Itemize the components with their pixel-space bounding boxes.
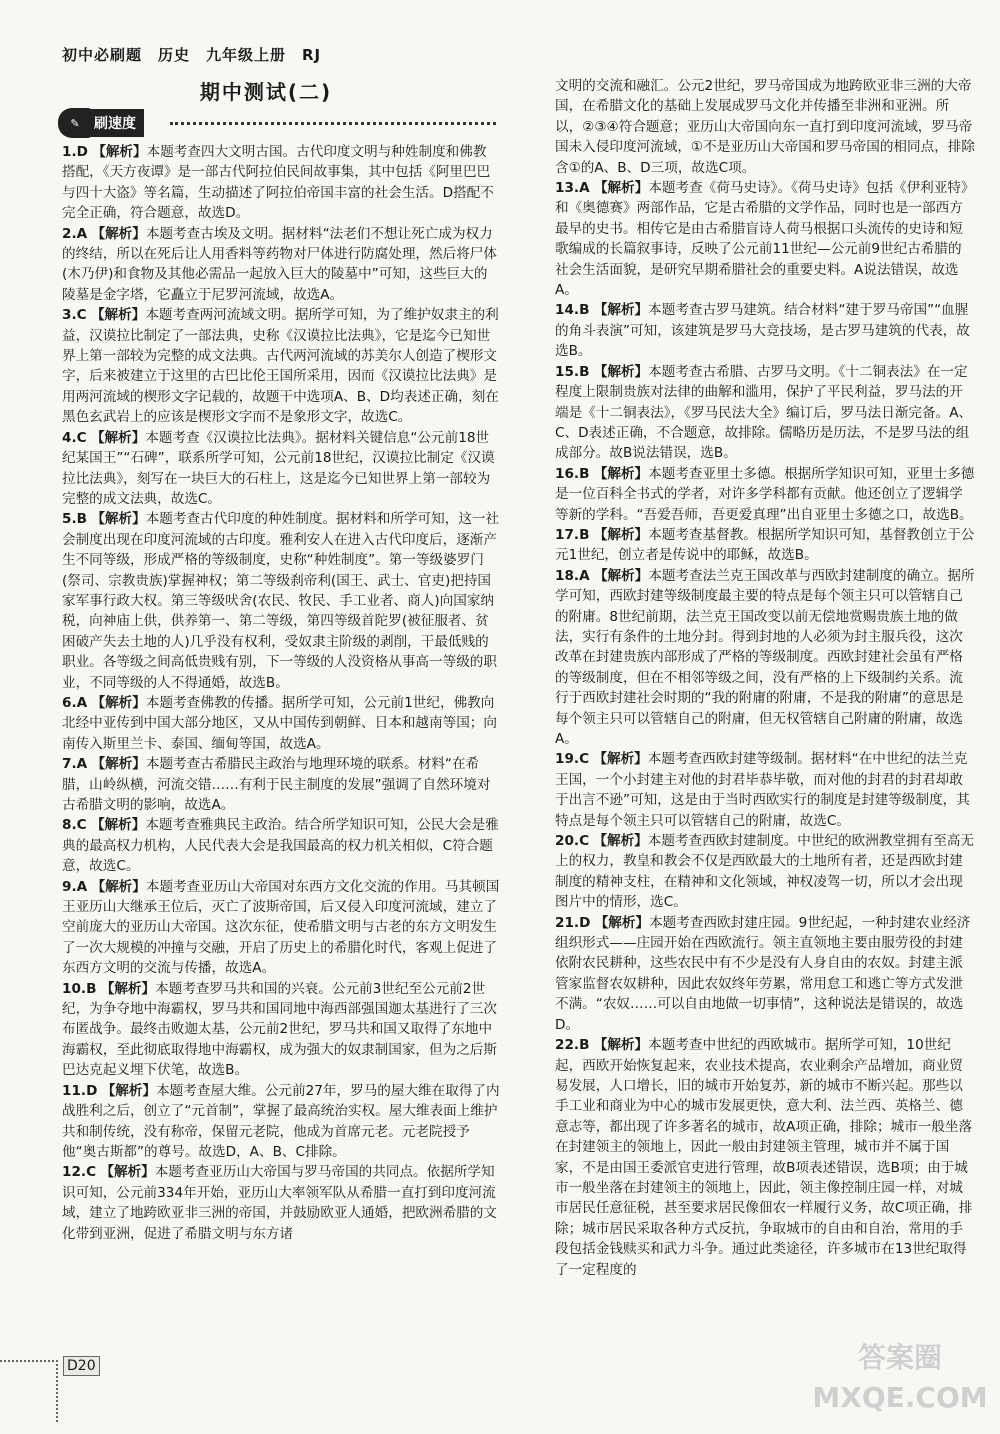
answer-item-3: 3.C 【解析】本题考查两河流域文明。据所学可知，为了维护奴隶主的利益，汉谟拉比制定了一部法典，史称《汉谟拉比法典》，它是迄今已知世界上第一部较为完整的成文法典。古代两河流域的苏美尔人创造了楔形文字，后来被建立于这里的古巴比伦王国所采用，因而《汉谟拉比法典》是用两河流域的楔形文字记载的，故题干中选项A、B、D均表述正确，刻在黑色玄武岩上的应该是楔形文字而不是象形文字，故选C。: [62, 307, 499, 426]
answer-item-19: 19.C 【解析】本题考查西欧封建等级制。据材料“在中世纪的法兰克王国，一个小封建主对他的封君毕恭毕敬，而对他的封君的封君却敢于出言不逊”可知，这是由于当时西欧实行的制度是封建等级制度，其特点是每个领主只可以管辖自己的附庸，故选C。: [555, 751, 970, 829]
answer-item-14: 14.B 【解析】本题考查古罗马建筑。结合材料“建于罗马帝国”“血腥的角斗表演”可知，该建筑是罗马大竞技场，是古罗马建筑的代表，故选B。: [555, 302, 970, 360]
section-badge: [58, 108, 144, 138]
page-title: 期中测试(二): [199, 80, 333, 104]
answer-item-5: 5.B 【解析】本题考查古代印度的种姓制度。据材料和所学可知，这一社会制度出现在印度河流域的古印度。雅利安人在进入古代印度后，逐渐产生不同等级，形成严格的等级制度，史称“种姓制度”。第一等级婆罗门(祭司、宗教贵族)掌握神权；第二等级刹帝利(国王、武士、官吏)把持国家军事行政大权。第三等级吠舍(农民、牧民、手工业者、商人)向国家纳税，向神庙上供，供养第一、第二等级，第四等级首陀罗(被征服者、贫困破产失去土地的人)几乎没有权利，受奴隶主阶级的剥削，干最低贱的职业。各等级之间高低贵贱有别，下一等级的人没资格从事高一等级的职业，不同等级的人不得通婚，故选B。: [62, 511, 500, 691]
answer-item-4: 4.C 【解析】本题考查《汉谟拉比法典》。据材料关键信息“公元前18世纪某国王”“石碑”，联系所学可知，公元前18世纪，汉谟拉比制定《汉谟拉比法典》，刻写在一块巨大的石柱上，这是迄今已知世界上第一部较为完整的成文法典，故选C。: [62, 429, 495, 507]
pencil-icon: ✎: [58, 108, 92, 138]
right-column: [555, 76, 975, 1280]
answer-item-20: 20.C 【解析】本题考查西欧封建制度。中世纪的欧洲教堂拥有至高无上的权力，教皇和教会不仅是西欧最大的土地所有者，还是西欧封建制度的精神支柱，在精神和文化领域，神权凌驾一切，所以才会出现图片中的情形，选C。: [555, 833, 975, 911]
answer-item-1: 1.D 【解析】本题考查四大文明古国。古代印度文明与种姓制度和佛教搭配，《天方夜谭》是一部古代阿拉伯民间故事集，其中包括《阿里巴巴与四十大盗》等名篇，生动描述了阿拉伯帝国丰富的社会生活。D搭配不完全正确，符合题意，故选D。: [62, 144, 494, 222]
answer-item-17: 17.B 【解析】本题考查基督教。根据所学知识可知，基督教创立于公元1世纪，创立者是传说中的耶稣，故选B。: [555, 526, 975, 564]
watermark-logo: 答案圈 MXQE.COM: [812, 1341, 988, 1414]
answer-item-13: 13.A 【解析】本题考查《荷马史诗》。《荷马史诗》包括《伊利亚特》和《奥德赛》两部作品，它是古希腊的文学作品，同时也是一部西方最早的史书。相传它是由古希腊盲诗人荷马根据口头流传的史诗和短歌编成的长篇叙事诗，反映了公元前11世纪—公元前9世纪古希腊的社会生活面貌，是研究早期希腊社会的重要史料。A说法错误，故选A。: [555, 180, 975, 299]
running-header: 初中必刷题 历史 九年级上册 RJ: [62, 46, 322, 64]
answer-item-12: 12.C 【解析】本题考查亚历山大帝国与罗马帝国的共同点。依据所学知识可知，公元前334年开始，亚历山大率领军队从希腊一直打到印度河流域，建立了地跨欧亚非三洲的帝国，并鼓励欧亚人通婚，把欧洲希腊的文化带到亚洲，促进了希腊文明与东方诸: [62, 1164, 497, 1242]
answer-item-8: 8.C 【解析】本题考查雅典民主政治。结合所学知识可知，公民大会是雅典的最高权力机构，人民代表大会是我国最高的权力机关相似，C符合题意，故选C。: [62, 817, 499, 875]
answer-item-2: 2.A 【解析】本题考查古埃及文明。据材料“法老们不想让死亡成为权力的终结，所以在死后让人用香料等药物对尸体进行防腐处理，然后将尸体(木乃伊)和食物及其他必需品一起放入巨大的陵墓中”可知，这些巨大的陵墓是金字塔，它矗立于尼罗河流域，故选A。: [62, 225, 497, 303]
section-badge-label: 刷速度: [88, 109, 144, 137]
answer-item-12-continued: 文明的交流和融汇。公元2世纪，罗马帝国成为地跨欧亚非三洲的大帝国，在希腊文化的基础上发展成罗马文化并传播至非洲和亚洲。所以，②③④符合题意；亚历山大帝国向东一直打到印度河流域，罗马帝国未入侵印度河流域，①不是亚历山大帝国和罗马帝国的相同点，排除含①的A、B、D三项，故选C项。: [555, 78, 975, 176]
answer-item-18: 18.A 【解析】本题考查法兰克王国改革与西欧封建制度的确立。据所学可知，西欧封建等级制度最主要的特点是每个领主只可以管辖自己的附庸。8世纪前期，法兰克王国改变以前无偿地赏赐贵族土地的做法，实行有条件的土地分封。得到封地的人必须为封主服兵役，这次改革在封建贵族内部形成了严格的等级制度。西欧封建社会虽有严格的等级制度，但在不相邻等级之间，没有严格的上下级制约关系。流行于西欧封建社会时期的“我的附庸的附庸，不是我的附庸”的意思是每个领主只可以管辖自己的附庸，但无权管辖自己附庸的附庸，故选A。: [555, 567, 975, 747]
left-column: [62, 142, 500, 1244]
answer-item-16: 16.B 【解析】本题考查亚里士多德。根据所学知识可知，亚里士多德是一位百科全书式的学者，对许多学科都有贡献。他还创立了逻辑学等新的学科。“吾爱吾师，吾更爱真理”出自亚里士多德之口，故选B。: [555, 465, 975, 523]
corner-dotted-frame: [0, 1360, 58, 1422]
answer-item-7: 7.A 【解析】本题考查古希腊民主政治与地理环境的联系。材料“在希腊，山岭纵横，河流交错……有利于民主制度的发展”强调了自然环境对古希腊文明的影响，故选A。: [62, 756, 491, 813]
answer-item-22: 22.B 【解析】本题考查中世纪的西欧城市。据所学可知，10世纪起，西欧开始恢复起来，农业技术提高，农业剩余产品增加，商业贸易发展，人口增长，旧的城市开始复苏，新的城市不断兴起。那些以手工业和商业为中心的城市发展更快，意大利、法兰西、英格兰、德意志等，都出现了许多著名的城市，故A项正确，排除；城市一般坐落在封建领主的领地上，因此一般由封建领主管理，城市并不属于国家，不是由国王委派官吏进行管理，故B项表述错误，选B项；由于城市一般坐落在封建领主的领地上，因此，领主像控制庄园一样，对城市居民任意征税，甚至要求居民像佃农一样履行义务，故C项正确，排除；城市居民采取各种方式反抗，争取城市的自由和自治，常用的手段包括金钱赎买和武力斗争。通过此类途径，许多城市在13世纪取得了一定程度的: [555, 1037, 973, 1278]
answer-item-21: 21.D 【解析】本题考查西欧封建庄园。9世纪起，一种封建农业经济组织形式——庄园开始在西欧流行。领主直领地主要由服劳役的封建依附农民耕种，这些农民中有不少是没有人身自由的农奴。封建主派管家监督农奴耕种，因此农奴终年劳累，常用怠工和逃亡等方式发泄不满。“农奴……可以自由地做一切事情”，这种说法是错误的，故选D。: [555, 914, 971, 1033]
answer-item-6: 6.A 【解析】本题考查佛教的传播。据所学可知，公元前1世纪，佛教向北经中亚传到中国大部分地区，又从中国传到朝鲜、日本和越南等国；向南传入斯里兰卡、泰国、缅甸等国，故选A。: [62, 694, 497, 752]
answer-item-11: 11.D 【解析】本题考查屋大维。公元前27年，罗马的屋大维在取得了内战胜利之后，创立了“元首制”，掌握了最高统治实权。屋大维表面上维护共和制传统，没有称帝，保留元老院，他成为首席元老。元老院授予他“奥古斯都”的尊号。故选D，A、B、C排除。: [62, 1082, 500, 1160]
answer-item-9: 9.A 【解析】本题考查亚历山大帝国对东西方文化交流的作用。马其顿国王亚历山大继承王位后，灭亡了波斯帝国，后又侵入印度河流域，建立了空前庞大的亚历山大帝国。这次东征，使希腊文明与古老的东方文明发生了一次大规模的冲撞与交融，开启了历史上的希腊化时代，客观上促进了东西方文明的交流与传播，故选A。: [62, 878, 500, 977]
answer-item-10: 10.B 【解析】本题考查罗马共和国的兴衰。公元前3世纪至公元前2世纪，为争夺地中海霸权，罗马共和国同地中海西部强国迦太基进行了三次布匿战争。最终击败迦太基，公元前2世纪，罗马共和国又取得了东地中海霸权，至此彻底取得地中海霸权，成为强大的奴隶制国家，但为之后斯巴达克起义埋下伏笔，故选B。: [62, 980, 497, 1079]
dotted-divider: [170, 122, 496, 125]
answer-item-15: 15.B 【解析】本题考查古希腊、古罗马文明。《十二铜表法》在一定程度上限制贵族对法律的曲解和滥用，保护了平民利益，罗马法的开端是《十二铜表法》，《罗马民法大全》编订后，罗马法日渐完备。A、C、D表述正确，不合题意，故排除。儒略历是历法，不是罗马法的组成部分。故B说法错误，选B。: [555, 363, 973, 462]
page-number: D20: [63, 1356, 100, 1376]
